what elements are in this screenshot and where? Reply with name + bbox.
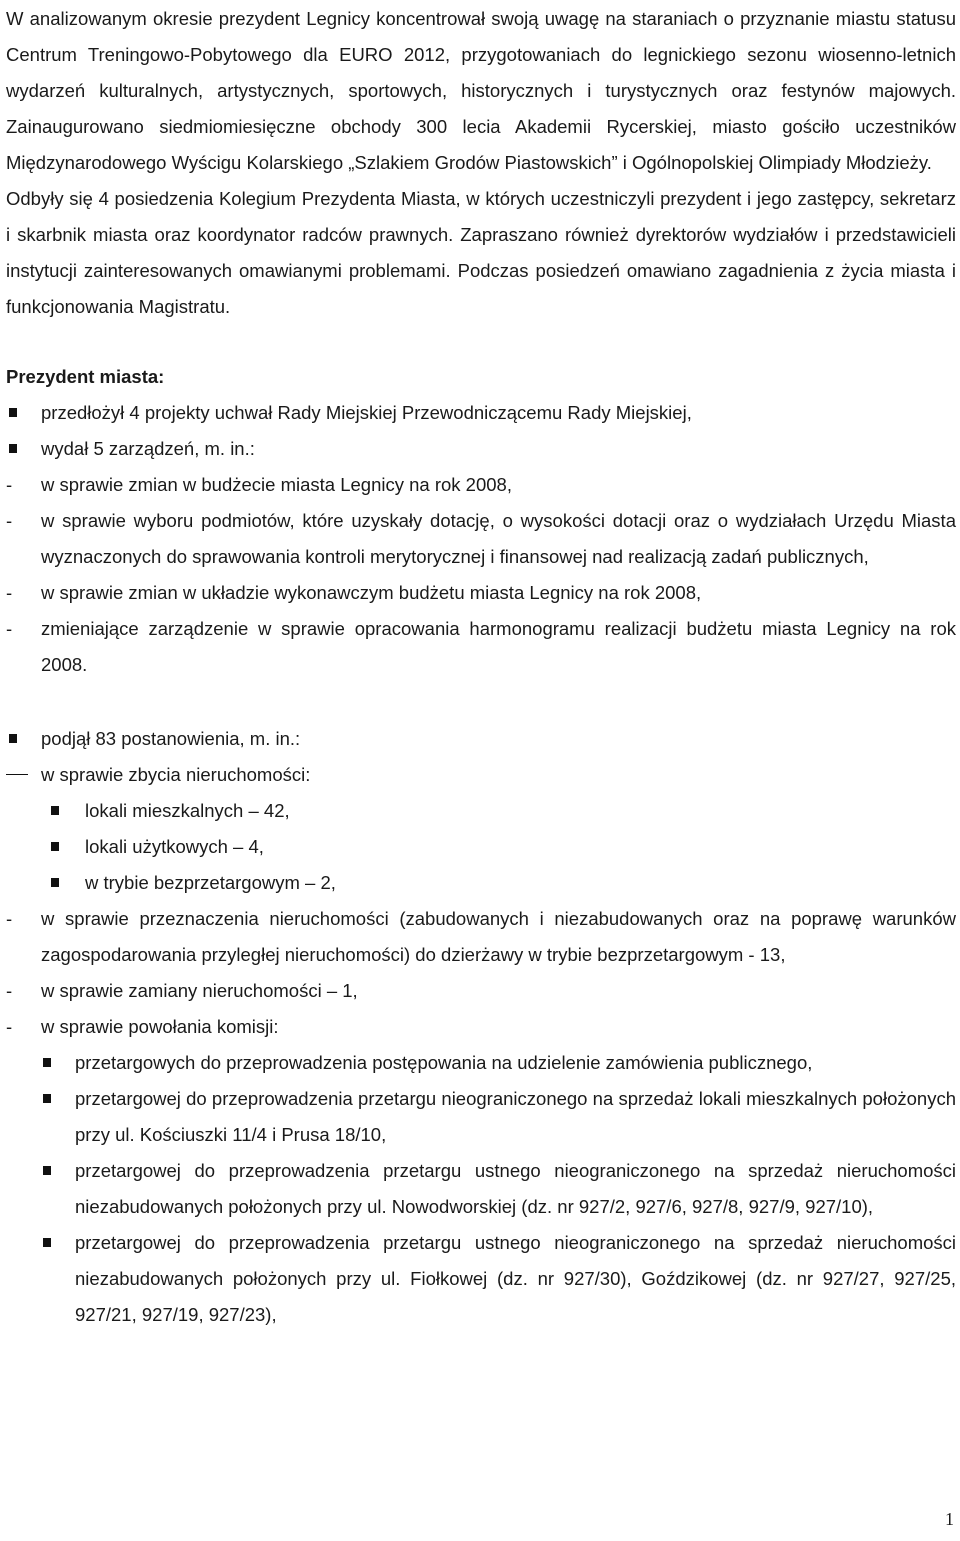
dash-bullet-icon xyxy=(6,901,41,937)
square-bullet-icon xyxy=(40,1045,75,1081)
square-bullet-icon xyxy=(40,1153,75,1189)
dash-bullet-icon xyxy=(6,467,41,503)
list-item-text: w sprawie zamiany nieruchomości – 1, xyxy=(41,980,358,1001)
list-item xyxy=(6,1225,956,1333)
list-item-text: zmieniające zarządzenie w sprawie opracowania harmonogramu realizacji budżetu miasta Legnicy na rok 2008. xyxy=(41,618,956,675)
dash-bullet-icon xyxy=(6,575,41,611)
list-item xyxy=(6,973,956,1009)
square-bullet-icon xyxy=(6,431,41,467)
kolegium-paragraph: Odbyły się 4 posiedzenia Kolegium Prezydenta Miasta, w których uczestniczyli prezydent i jego zastępcy, sekretarz i skarbnik miasta oraz koordynator radców prawnych. Zapraszano również dyrektorów wydziałów i przedstawicieli instytucji zainteresowanych omawianymi problemami. Podczas posiedzeń omawiano zagadnienia z życia miasta i funkcjonowania Magistratu. xyxy=(6,188,956,317)
list-item-text: w sprawie zmian w budżecie miasta Legnicy na rok 2008, xyxy=(41,474,512,495)
dash-bullet-icon xyxy=(6,611,41,647)
list-item xyxy=(6,901,956,973)
dash-bullet-icon xyxy=(6,973,41,1009)
page-number: 1 xyxy=(945,1509,954,1529)
list-item-text: w trybie bezprzetargowym – 2, xyxy=(85,872,336,893)
list-item-text: przetargowej do przeprowadzenia przetargu ustnego nieograniczonego na sprzedaż nieruchomości niezabudowanych położonych przy ul. Nowodworskiej (dz. nr 927/2, 927/6, 927/8, 927/9, 927/10), xyxy=(75,1160,956,1217)
section-heading: Prezydent miasta: xyxy=(6,366,165,387)
list-item xyxy=(6,1153,956,1225)
square-bullet-icon xyxy=(40,1225,75,1261)
square-bullet-icon xyxy=(48,793,85,829)
list-item-text: w sprawie powołania komisji: xyxy=(41,1016,279,1037)
dash-bullet-icon xyxy=(6,1009,41,1045)
list-item xyxy=(6,431,956,467)
list-item-text: lokali mieszkalnych – 42, xyxy=(85,800,290,821)
list-item xyxy=(6,1081,956,1153)
list-item xyxy=(6,467,956,503)
list-item xyxy=(6,1009,956,1045)
list-item-text: w sprawie zbycia nieruchomości: xyxy=(41,764,311,785)
square-bullet-icon xyxy=(48,829,85,865)
list-item-text: podjął 83 postanowienia, m. in.: xyxy=(41,728,301,749)
document-page xyxy=(6,0,956,1541)
list-item-text: przetargowej do przeprowadzenia przetargu ustnego nieograniczonego na sprzedaż nieruchomości niezabudowanych położonych przy ul. Fiołkowej (dz. nr 927/30), Goździkowej (dz. nr 927/27, 927/25, 927/21, 927/19, 927/23), xyxy=(75,1232,956,1325)
dash-bullet-icon xyxy=(6,503,41,539)
list-item-text: przetargowej do przeprowadzenia przetargu nieograniczonego na sprzedaż lokali mieszkalnych położonych przy ul. Kościuszki 11/4 i Prusa 18/10, xyxy=(75,1088,956,1145)
list-item xyxy=(6,503,956,575)
long-dash-bullet-icon xyxy=(6,757,41,793)
list-item xyxy=(6,575,956,611)
list-item xyxy=(6,793,956,829)
list-item-text: przetargowych do przeprowadzenia postępowania na udzielenie zamówienia publicznego, xyxy=(75,1052,813,1073)
list-item xyxy=(6,611,956,683)
intro-paragraph: W analizowanym okresie prezydent Legnicy koncentrował swoją uwagę na staraniach o przyznanie miastu statusu Centrum Treningowo-Pobytowego dla EURO 2012, przygotowaniach do legnickiego sezonu wiosenno-letnich wydarzeń kulturalnych, artystycznych, sportowych, historycznych i turystycznych oraz festynów majowych. Zainaugurowano siedmiomiesięczne obchody 300 lecia Akademii Rycerskiej, miasto gościło uczestników Międzynarodowego Wyścigu Kolarskiego „Szlakiem Grodów Piastowskich” i Ogólnopolskiej Olimpiady Młodzieży. xyxy=(6,8,956,173)
list-item-text: przedłożył 4 projekty uchwał Rady Miejskiej Przewodniczącemu Rady Miejskiej, xyxy=(41,402,692,423)
list-item-text: w sprawie wyboru podmiotów, które uzyskały dotację, o wysokości dotacji oraz o wydziałach Urzędu Miasta wyznaczonych do sprawowania kontroli merytorycznej i finansowej nad realizacją zadań publicznych, xyxy=(41,510,956,567)
list-item xyxy=(6,865,956,901)
list-item xyxy=(6,757,956,793)
spacer xyxy=(6,683,956,721)
square-bullet-icon xyxy=(40,1081,75,1117)
list-item xyxy=(6,721,956,757)
list-item xyxy=(6,1045,956,1081)
list-item xyxy=(6,395,956,431)
list-item-text: lokali użytkowych – 4, xyxy=(85,836,264,857)
list-item-text: wydał 5 zarządzeń, m. in.: xyxy=(41,438,255,459)
square-bullet-icon xyxy=(6,395,41,431)
list-item xyxy=(6,829,956,865)
square-bullet-icon xyxy=(48,865,85,901)
list-item-text: w sprawie przeznaczenia nieruchomości (zabudowanych i niezabudowanych oraz na poprawę warunków zagospodarowania przyległej nieruchomości) do dzierżawy w trybie bezprzetargowym - 13, xyxy=(41,908,956,965)
list-item-text: w sprawie zmian w układzie wykonawczym budżetu miasta Legnicy na rok 2008, xyxy=(41,582,702,603)
square-bullet-icon xyxy=(6,721,41,757)
